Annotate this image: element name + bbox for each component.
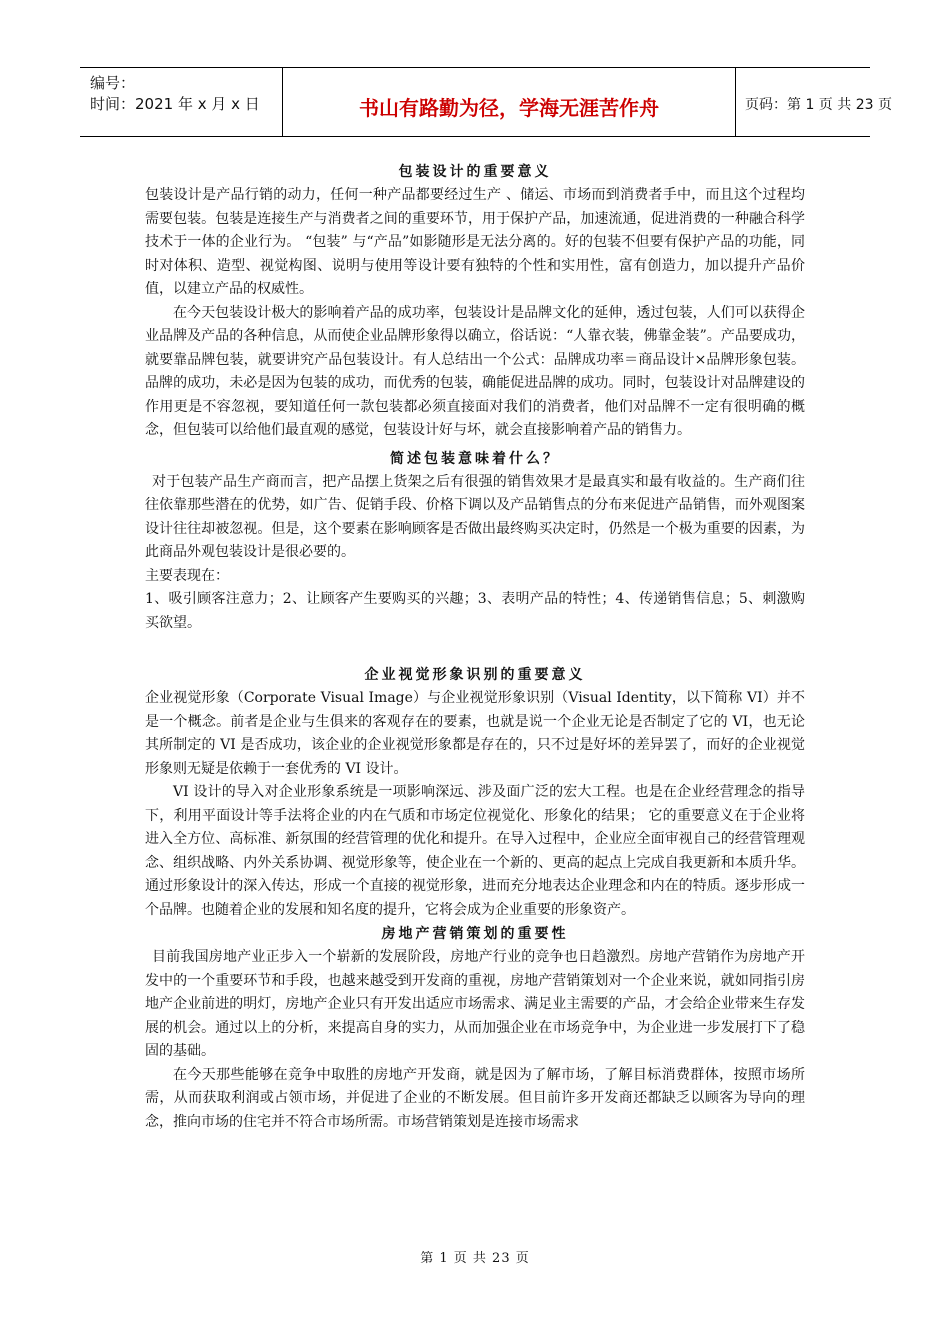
page-footer: 第 1 页 共 23 页 xyxy=(420,1251,530,1266)
header-motto: 书山有路勤为径，学海无涯苦作舟 xyxy=(359,96,659,120)
header-meta-cell xyxy=(80,68,282,136)
page-header xyxy=(80,67,892,137)
paragraph: 包装设计是产品行销的动力，任何一种产品都要经过生产 、储运、市场而到消费者手中，而且这个过程均需要包装。包装是连接生产与消费者之间的重要环节，用于保护产品，加速流通，促进消费的一种融合科学技术于一体的企业行为。 “包装” 与“产品”如影随形是无法分离的。好的包装不但要有保护产品的功能，同时对体积、造型、视觉构图、说明与使用等设计要有独特的个性和实用性，富有创造力，加以提升产品价值，以建立产品的权威性。 xyxy=(145,187,805,297)
section-spacer xyxy=(145,635,805,655)
section-title-real-estate-marketing: 房地产营销策划的重要性 xyxy=(381,926,569,942)
paragraph: 企业视觉形象（Corporate Visual Image）与企业视觉形象识别（Visual Identity，以下简称 VI）并不是一个概念。前者是企业与生俱来的客观存在的要素，也就是说一个企业无论是否制定了它的 VI，也无论其所制定的 VI 是否成功，该企业的企业视觉形象都是存在的，只不过是好坏的差异罢了，而好的企业视觉形象则无疑是依赖于一套优秀的 VI 设计。 xyxy=(145,690,805,777)
paragraph: 在今天包装设计极大的影响着产品的成功率，包装设计是品牌文化的延伸，透过包装，人们可以获得企业品牌及产品的各种信息，从而使企业品牌形象得以确立，俗话说：“人靠衣装，佛靠金装”。产品要成功，就要靠品牌包装，就要讲究产品包装设计。有人总结出一个公式：品牌成功率＝商品设计×品牌形象包装。品牌的成功，未必是因为包装的成功，而优秀的包装，确能促进品牌的成功。同时，包装设计对品牌建设的作用更是不容忽视，要知道任何一款包装都必须直接面对我们的消费者，他们对品牌不一定有很明确的概念，但包装可以给他们最直观的感觉，包装设计好与坏，就会直接影响着产品的销售力。 xyxy=(145,304,805,438)
paragraph: VI 设计的导入对企业形象系统是一项影响深远、涉及面广泛的宏大工程。也是在企业经营理念的指导下，利用平面设计等手法将企业的内在气质和市场定位视觉化、形象化的结果； 它的重要意义在于企业将进入全方位、高标准、新氛围的经营管理的优化和提升。在导入过程中，企业应全面审视自己的经营管理观念、组织战略、内外关系协调、视觉形象等，使企业在一个新的、更高的起点上完成自我更新和本质升华。通过形象设计的深入传达，形成一个直接的视觉形象，进而充分地表达企业理念和内在的特质。逐步形成一个品牌。也随着企业的发展和知名度的提升，它将会成为企业重要的形象资产。 xyxy=(145,784,805,918)
header-page-info: 页码：第 1 页 共 23 页 xyxy=(745,97,892,113)
section-title-packaging-importance: 包装设计的重要意义 xyxy=(398,164,552,180)
paragraph: 在今天那些能够在竞争中取胜的房地产开发商，就是因为了解市场，了解目标消费群体，按照市场所需，从而获取利润或占领市场，并促进了企业的不断发展。但目前许多开发商还都缺乏以顾客为导向的理念，推向市场的住宅并不符合市场所需。市场营销策划是连接市场需求 xyxy=(145,1066,805,1130)
section-title-vi-importance: 企业视觉形象识别的重要意义 xyxy=(364,667,586,683)
document-number-label: 编号： xyxy=(90,74,136,92)
paragraph: 对于包装产品生产商而言，把产品摆上货架之后有很强的销售效果才是最真实和最有收益的。生产商们往往依靠那些潜在的优势，如广告、促销手段、价格下调以及产品销售点的分布来促进产品销售，而外观图案设计往往却被忽视。但是，这个要素在影响顾客是否做出最终购买决定时，仍然是一个极为重要的因素，为此商品外观包装设计是很必要的。 xyxy=(145,473,805,560)
header-page-cell xyxy=(735,68,892,136)
paragraph: 主要表现在： xyxy=(145,567,229,584)
section-title-packaging-meaning: 简述包装意味着什么？ xyxy=(390,450,560,467)
paragraph: 1、吸引顾客注意力；2、让顾客产生要购买的兴趣；3、表明产品的特性；4、传递销售信息；5、刺激购买欲望。 xyxy=(145,591,805,631)
document-body xyxy=(145,160,805,1134)
document-date-label: 时间：2021 年 x 月 x 日 xyxy=(90,95,260,113)
header-motto-cell xyxy=(282,68,736,136)
paragraph: 目前我国房地产业正步入一个崭新的发展阶段，房地产行业的竞争也日趋激烈。房地产营销作为房地产开发中的一个重要环节和手段，也越来越受到开发商的重视，房地产营销策划对一个企业来说，就如同指引房地产企业前进的明灯，房地产企业只有开发出适应市场需求、满足业主需要的产品，才会给企业带来生存发展的机会。通过以上的分析，来提高自身的实力，从而加强企业在市场竞争中，为企业进一步发展打下了稳固的基础。 xyxy=(145,949,805,1059)
